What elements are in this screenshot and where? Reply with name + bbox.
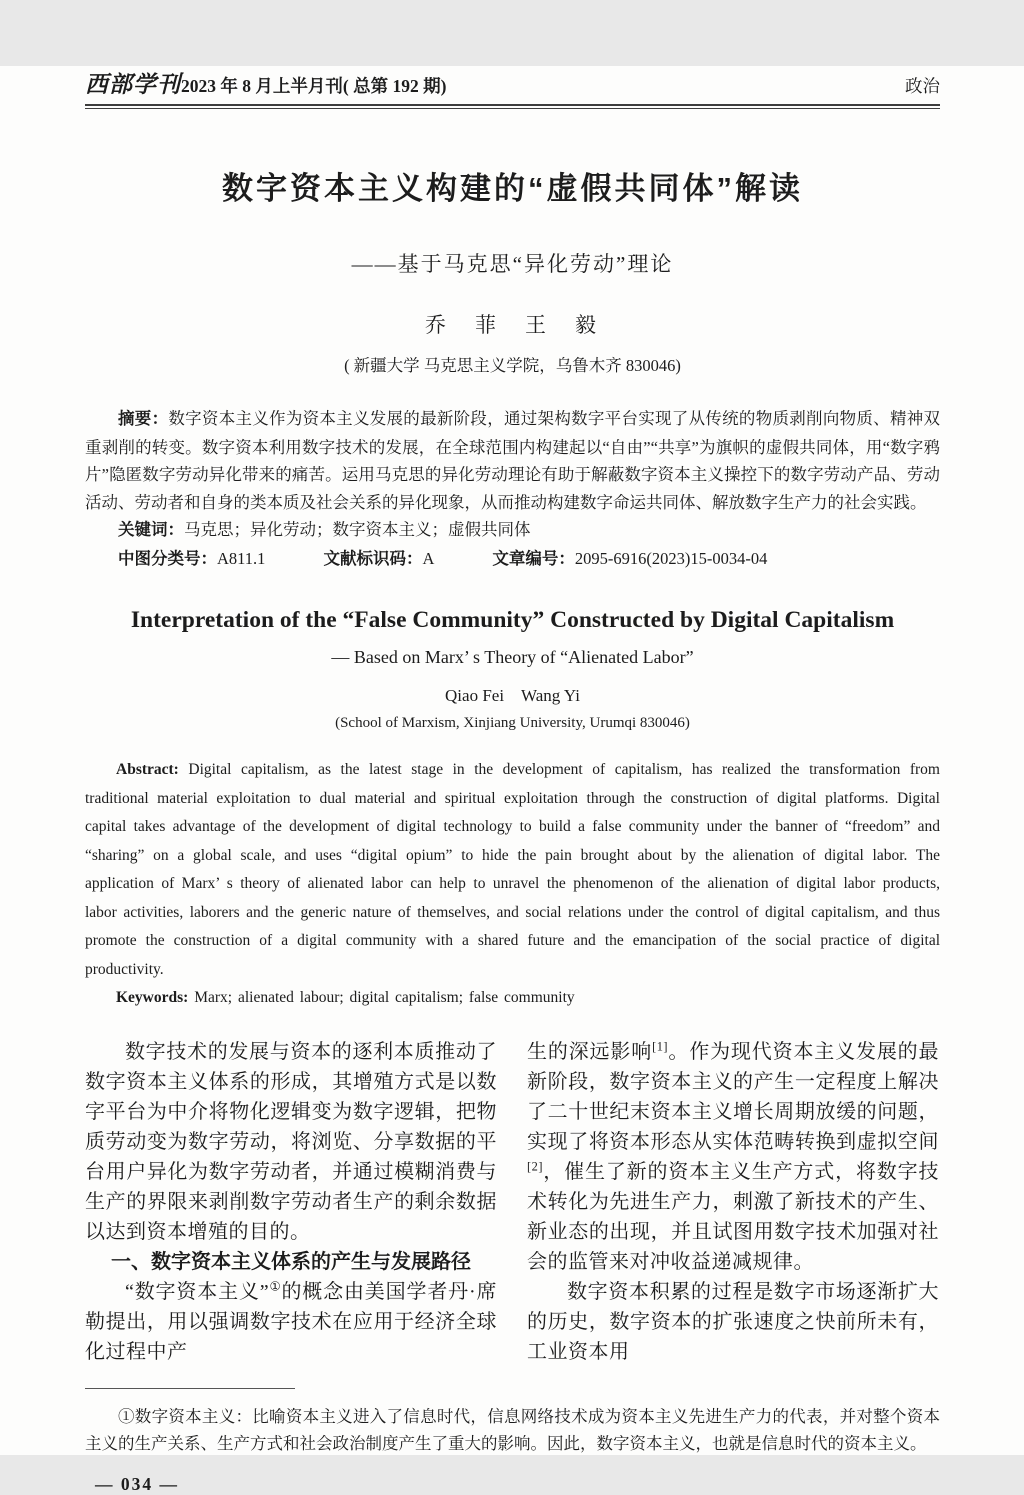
article-subtitle-zh: ——基于马克思“异化劳动”理论 — [351, 252, 674, 276]
keywords-zh-text: 马克思；异化劳动；数字资本主义；虚假共同体 — [184, 520, 531, 539]
keywords-en-label: Keywords: — [116, 989, 195, 1006]
running-head-left — [85, 66, 446, 99]
abstract-en-text: Digital capitalism, as the latest stage in the development of capitalism, has realized the transformation from traditional material exploitation to dual material and spiritual exploitation through the construction of digital platforms. Digital capital takes advantage of the development of digital technology to build a false community under the banner of “freedom” and “sharing” on a global scale, and uses “digital opium” to hide the pain brought about by the alienation of digital labor. The application of Marx’ s theory of alienated labor can help to unravel the phenomenon of the alienation of digital labor products, labor activities, laborers and the generic nature of themselves, and social relations under the control of digital capitalism, and thus promote the construction of a digital community with a shared future and the emancipation of the social practice of digital productivity. — [85, 761, 940, 978]
keywords-en — [85, 984, 940, 1013]
abstract-en — [85, 756, 940, 984]
doc-code: A — [422, 548, 435, 568]
keywords-zh — [85, 516, 940, 545]
body-left-column — [85, 1037, 497, 1367]
keywords-en-text: Marx; alienated labour; digital capitalism; false community — [194, 989, 575, 1006]
classification-line — [85, 545, 940, 574]
authors-en: Qiao Fei Wang Yi — [445, 686, 580, 705]
body-paragraph: 数字资本积累的过程是数字市场逐渐扩大的历史，数字资本的扩张速度之快前所未有，工业资本用 — [527, 1280, 939, 1363]
affiliation-en: (School of Marxism, Xinjiang University, Urumqi 830046) — [335, 715, 690, 731]
footnote-separator — [85, 1388, 295, 1389]
authors-zh: 乔 菲 王 毅 — [425, 313, 600, 337]
issue-info: 2023 年 8 月上半月刊( 总第 192 期) — [181, 76, 447, 96]
footnote-text: ①数字资本主义：比喻资本主义进入了信息时代，信息网络技术成为资本主义先进生产力的代表，并对整个资本主义的生产关系、生产方式和社会政治制度产生了重大的影响。因此，数字资本主义，也就是信息时代的资本主义。 — [85, 1406, 940, 1453]
abstract-en-label: Abstract: — [116, 761, 189, 778]
clc-label: 中图分类号： — [118, 549, 217, 568]
journal-name: 西部学刊 — [85, 71, 181, 98]
abstract-zh — [85, 405, 940, 516]
header-rule — [85, 104, 940, 109]
footnote — [85, 1403, 940, 1457]
page-number: — 034 — — [95, 1473, 179, 1494]
keywords-zh-label: 关键词： — [118, 521, 184, 539]
body-paragraph: 生的深远影响[1]。作为现代资本主义发展的最新阶段，数字资本主义的产生一定程度上解决了二十世纪末资本主义增长周期放缓的问题，实现了将资本形态从实体范畴转换到虚拟空间[2]，催生了新的资本主义生产方式，将数字技术转化为先进生产力，刺激了新技术的产生、新业态的出现，并且试图用数字技术加强对社会的监管来对冲收益递减规律。 — [527, 1038, 940, 1273]
body-paragraph: “数字资本主义”①的概念由美国学者丹·席勒提出，用以强调数字技术在应用于经济全球化过程中产 — [85, 1278, 497, 1363]
article-id-label: 文章编号： — [492, 549, 575, 568]
body-paragraph: 数字技术的发展与资本的逐利本质推动了数字资本主义体系的形成，其增殖方式是以数字平台为中介将物化逻辑变为数字逻辑，把物质劳动变为数字劳动，将浏览、分享数据的平台用户异化为数字劳动者，并通过模糊消费与生产的界限来剥削数字劳动者生产的剩余数据以达到资本增殖的目的。 — [85, 1040, 497, 1243]
abstract-en-block — [85, 756, 940, 1013]
article-title-en: Interpretation of the “False Community” Constructed by Digital Capitalism — [130, 607, 895, 633]
article-id: 2095-6916(2023)15-0034-04 — [574, 548, 768, 568]
article-subtitle-en: — Based on Marx’ s Theory of “Alienated Labor” — [331, 647, 694, 667]
doc-code-label: 文献标识码： — [323, 549, 423, 568]
body-columns — [85, 1037, 940, 1367]
journal-page — [0, 66, 1024, 1494]
abstract-zh-block — [85, 405, 940, 573]
article-title-zh: 数字资本主义构建的“虚假共同体”解读 — [222, 171, 803, 206]
body-right-column — [527, 1037, 939, 1367]
abstract-zh-text: 数字资本主义作为资本主义发展的最新阶段，通过架构数字平台实现了从传统的物质剥削向物质、精神双重剥削的转变。数字资本利用数字技术的发展，在全球范围内构建起以“自由”“共享”为旗帜的虚假共同体，用“数字鸦片”隐匿数字劳动异化带来的痛苦。运用马克思的异化劳动理论有助于解蔽数字资本主义操控下的数字劳动产品、劳动活动、劳动者和自身的类本质及社会关系的异化现象，从而推动构建数字命运共同体、解放数字生产力的社会实践。 — [85, 409, 940, 512]
abstract-zh-label: 摘要： — [118, 410, 169, 428]
clc-number: A811.1 — [217, 548, 266, 568]
section-label: 政治 — [905, 76, 940, 96]
running-head — [85, 66, 940, 99]
section-heading-1: 一、数字资本主义体系的产生与发展路径 — [111, 1250, 471, 1273]
affiliation-zh: ( 新疆大学 马克思主义学院，乌鲁木齐 830046) — [344, 356, 681, 375]
